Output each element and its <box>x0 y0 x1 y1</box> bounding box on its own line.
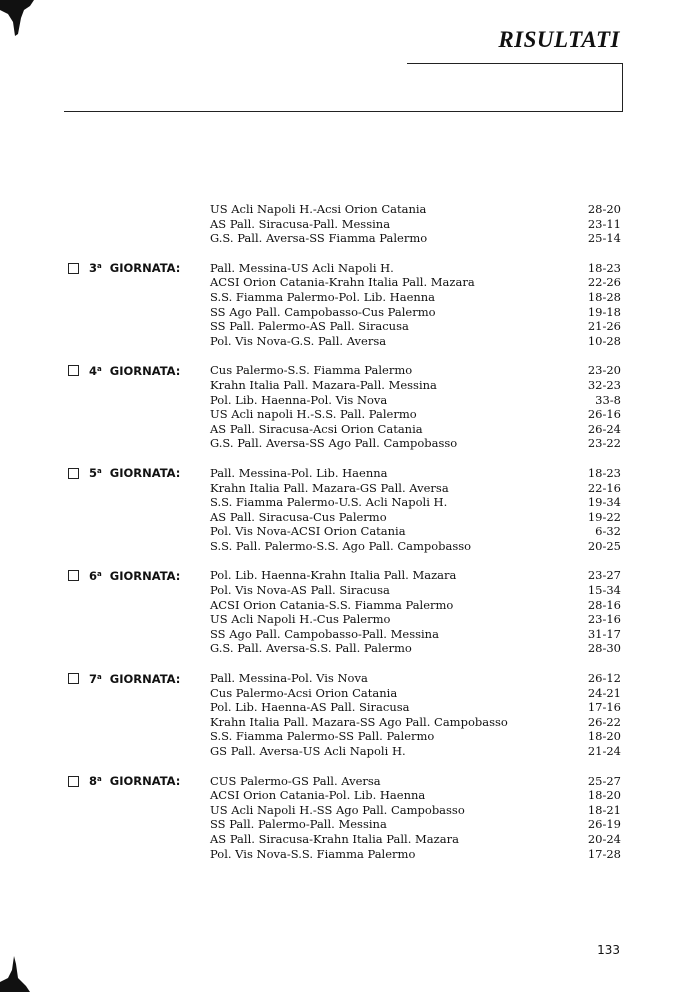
match-score: 17-16 <box>587 700 621 715</box>
match-row <box>0 422 700 437</box>
match-teams: S.S. Fiamma Palermo-Pol. Lib. Haenna <box>210 289 436 304</box>
match-teams: Pall. Messina-US Acli Napoli H. <box>210 260 394 275</box>
match-row <box>0 744 700 759</box>
match-teams: Pol. Lib. Haenna-Pol. Vis Nova <box>210 392 388 407</box>
match-score: 31-17 <box>587 626 621 641</box>
match-teams: AS Pall. Siracusa-Cus Palermo <box>210 509 387 524</box>
match-row <box>0 378 700 393</box>
match-teams: US Acli Napoli H.-Acsi Orion Catania <box>210 202 427 216</box>
match-teams: G.S. Pall. Aversa-S.S. Pall. Palermo <box>210 641 412 656</box>
match-teams: G.S. Pall. Aversa-SS Fiamma Palermo <box>210 231 428 246</box>
giornata-number-ordinal: a <box>97 364 102 373</box>
match-teams: Krahn Italia Pall. Mazara-GS Pall. Aversa <box>210 480 449 495</box>
match-score: 20-24 <box>587 831 621 846</box>
match-score: 21-26 <box>587 319 621 334</box>
match-row <box>0 305 700 320</box>
giornata-number-digit: 5 <box>89 466 98 481</box>
match-teams: US Acli Napoli H.-Cus Palermo <box>210 612 391 627</box>
match-row <box>0 407 700 422</box>
match-row <box>0 436 700 451</box>
match-row <box>0 363 700 378</box>
match-score: 20-25 <box>587 538 621 553</box>
match-teams: Pall. Messina-Pol. Vis Nova <box>210 671 368 686</box>
match-row <box>0 539 700 554</box>
giornata-number-ordinal: a <box>97 262 102 271</box>
match-teams: AS Pall. Siracusa-Acsi Orion Catania <box>210 421 423 436</box>
giornata-block <box>0 671 700 759</box>
match-row <box>0 524 700 539</box>
match-score: 28-30 <box>587 641 621 656</box>
giornata-number-digit: 3 <box>89 261 98 276</box>
match-score: 24-21 <box>587 685 621 700</box>
match-score: 18-21 <box>587 802 621 817</box>
match-row <box>0 671 700 686</box>
match-score: 21-24 <box>587 744 621 758</box>
match-row <box>0 495 700 510</box>
page-title: RISULTATI <box>498 27 620 52</box>
match-row <box>0 803 700 818</box>
match-score: 18-23 <box>587 260 621 275</box>
match-row <box>0 261 700 276</box>
giornata-number-digit: 4 <box>89 363 98 378</box>
match-row <box>0 481 700 496</box>
giornata-text: GIORNATA: <box>109 671 181 686</box>
match-score: 23-27 <box>587 568 621 583</box>
match-row <box>0 686 700 701</box>
match-score: 26-22 <box>587 714 621 729</box>
giornata-text: GIORNATA: <box>109 261 181 276</box>
match-row <box>0 598 700 613</box>
match-row <box>0 788 700 803</box>
results-list <box>0 202 700 876</box>
giornata-block <box>0 363 700 451</box>
match-teams: Cus Palermo-Acsi Orion Catania <box>210 685 398 700</box>
match-teams: G.S. Pall. Aversa-SS Ago Pall. Campobasso <box>210 436 458 451</box>
match-score: 18-23 <box>587 465 621 480</box>
match-teams: Pol. Vis Nova-G.S. Pall. Aversa <box>210 333 387 348</box>
match-score: 6-32 <box>595 524 621 539</box>
match-row <box>0 774 700 789</box>
match-teams: Krahn Italia Pall. Mazara-Pall. Messina <box>210 377 437 392</box>
giornata-block <box>0 774 700 862</box>
match-row <box>0 510 700 525</box>
giornata-number-digit: 6 <box>89 568 98 583</box>
match-teams: SS Pall. Palermo-Pall. Messina <box>210 817 387 832</box>
match-row <box>0 334 700 349</box>
match-row <box>0 290 700 305</box>
match-score: 18-20 <box>587 729 621 744</box>
match-score: 26-19 <box>587 817 621 832</box>
match-score: 25-27 <box>587 773 621 788</box>
match-row <box>0 641 700 656</box>
match-teams: CUS Palermo-GS Pall. Aversa <box>210 773 381 788</box>
match-teams: US Acli napoli H.-S.S. Pall. Palermo <box>210 407 417 422</box>
match-row <box>0 583 700 598</box>
match-score: 22-26 <box>587 275 621 290</box>
match-score: 32-23 <box>587 377 621 392</box>
match-teams: ACSI Orion Catania-S.S. Fiamma Palermo <box>210 597 454 612</box>
match-row <box>0 832 700 847</box>
match-score: 10-28 <box>587 333 621 348</box>
match-row <box>0 729 700 744</box>
match-teams: S.S. Fiamma Palermo-SS Pall. Palermo <box>210 729 435 744</box>
match-teams: Pall. Messina-Pol. Lib. Haenna <box>210 465 388 480</box>
match-score: 23-11 <box>587 216 621 231</box>
match-teams: GS Pall. Aversa-US Acli Napoli H. <box>210 744 406 758</box>
scan-smudge-mark <box>0 0 34 36</box>
match-score: 18-20 <box>587 788 621 803</box>
match-teams: Cus Palermo-S.S. Fiamma Palermo <box>210 363 413 378</box>
match-teams: Pol. Lib. Haenna-AS Pall. Siracusa <box>210 700 410 715</box>
match-row <box>0 319 700 334</box>
match-teams: Pol. Vis Nova-ACSI Orion Catania <box>210 524 406 539</box>
page-number: 133 <box>597 943 620 957</box>
match-row <box>0 700 700 715</box>
match-score: 33-8 <box>595 392 621 407</box>
match-score: 23-22 <box>587 436 621 451</box>
match-row <box>0 568 700 583</box>
match-row <box>0 817 700 832</box>
match-row <box>0 231 700 246</box>
match-score: 28-20 <box>587 202 621 216</box>
giornata-number-digit: 7 <box>89 671 98 686</box>
giornata-number-ordinal: a <box>97 569 102 578</box>
match-score: 17-28 <box>587 846 621 861</box>
header-rule-vertical <box>622 63 623 112</box>
header-rule-top <box>407 63 623 64</box>
match-teams: Pol. Vis Nova-AS Pall. Siracusa <box>210 583 390 598</box>
match-score: 19-18 <box>587 304 621 319</box>
match-score: 23-20 <box>587 363 621 378</box>
match-teams: US Acli Napoli H.-SS Ago Pall. Campobasso <box>210 802 465 817</box>
match-score: 26-12 <box>587 671 621 686</box>
scan-smudge-mark <box>0 956 30 992</box>
match-score: 15-34 <box>587 583 621 598</box>
giornata-text: GIORNATA: <box>109 363 181 378</box>
match-score: 19-34 <box>587 495 621 510</box>
match-row <box>0 612 700 627</box>
match-score: 28-16 <box>587 597 621 612</box>
match-teams: ACSI Orion Catania-Pol. Lib. Haenna <box>210 788 426 803</box>
giornata-text: GIORNATA: <box>109 568 181 583</box>
header-rule-main <box>64 111 623 112</box>
match-row <box>0 202 700 217</box>
giornata-number-ordinal: a <box>97 775 102 784</box>
match-score: 22-16 <box>587 480 621 495</box>
match-teams: SS Ago Pall. Campobasso-Pall. Messina <box>210 626 439 641</box>
match-row <box>0 627 700 642</box>
match-teams: S.S. Fiamma Palermo-U.S. Acli Napoli H. <box>210 495 448 510</box>
giornata-text: GIORNATA: <box>109 466 181 481</box>
match-teams: AS Pall. Siracusa-Pall. Messina <box>210 216 391 231</box>
match-teams: S.S. Pall. Palermo-S.S. Ago Pall. Campobasso <box>210 538 472 553</box>
match-row <box>0 715 700 730</box>
match-row <box>0 847 700 862</box>
match-teams: Krahn Italia Pall. Mazara-SS Ago Pall. Campobasso <box>210 714 508 729</box>
giornata-number-digit: 8 <box>89 774 98 789</box>
match-row <box>0 275 700 290</box>
match-teams: SS Pall. Palermo-AS Pall. Siracusa <box>210 319 409 334</box>
match-teams: ACSI Orion Catania-Krahn Italia Pall. Mazara <box>210 275 475 290</box>
match-score: 26-16 <box>587 407 621 422</box>
match-score: 26-24 <box>587 421 621 436</box>
giornata-number-ordinal: a <box>97 467 102 476</box>
match-row <box>0 217 700 232</box>
match-teams: AS Pall. Siracusa-Krahn Italia Pall. Mazara <box>210 831 459 846</box>
giornata-block <box>0 261 700 349</box>
match-teams: Pol. Lib. Haenna-Krahn Italia Pall. Mazara <box>210 568 457 583</box>
giornata-text: GIORNATA: <box>109 774 181 789</box>
match-score: 19-22 <box>587 509 621 524</box>
match-teams: SS Ago Pall. Campobasso-Cus Palermo <box>210 304 436 319</box>
match-row <box>0 393 700 408</box>
giornata-number-ordinal: a <box>97 672 102 681</box>
match-row <box>0 466 700 481</box>
match-score: 23-16 <box>587 612 621 627</box>
match-score: 18-28 <box>587 289 621 304</box>
giornata-block <box>0 466 700 554</box>
giornata-block <box>0 202 700 246</box>
match-score: 25-14 <box>587 231 621 246</box>
match-teams: Pol. Vis Nova-S.S. Fiamma Palermo <box>210 846 416 861</box>
giornata-block <box>0 568 700 656</box>
